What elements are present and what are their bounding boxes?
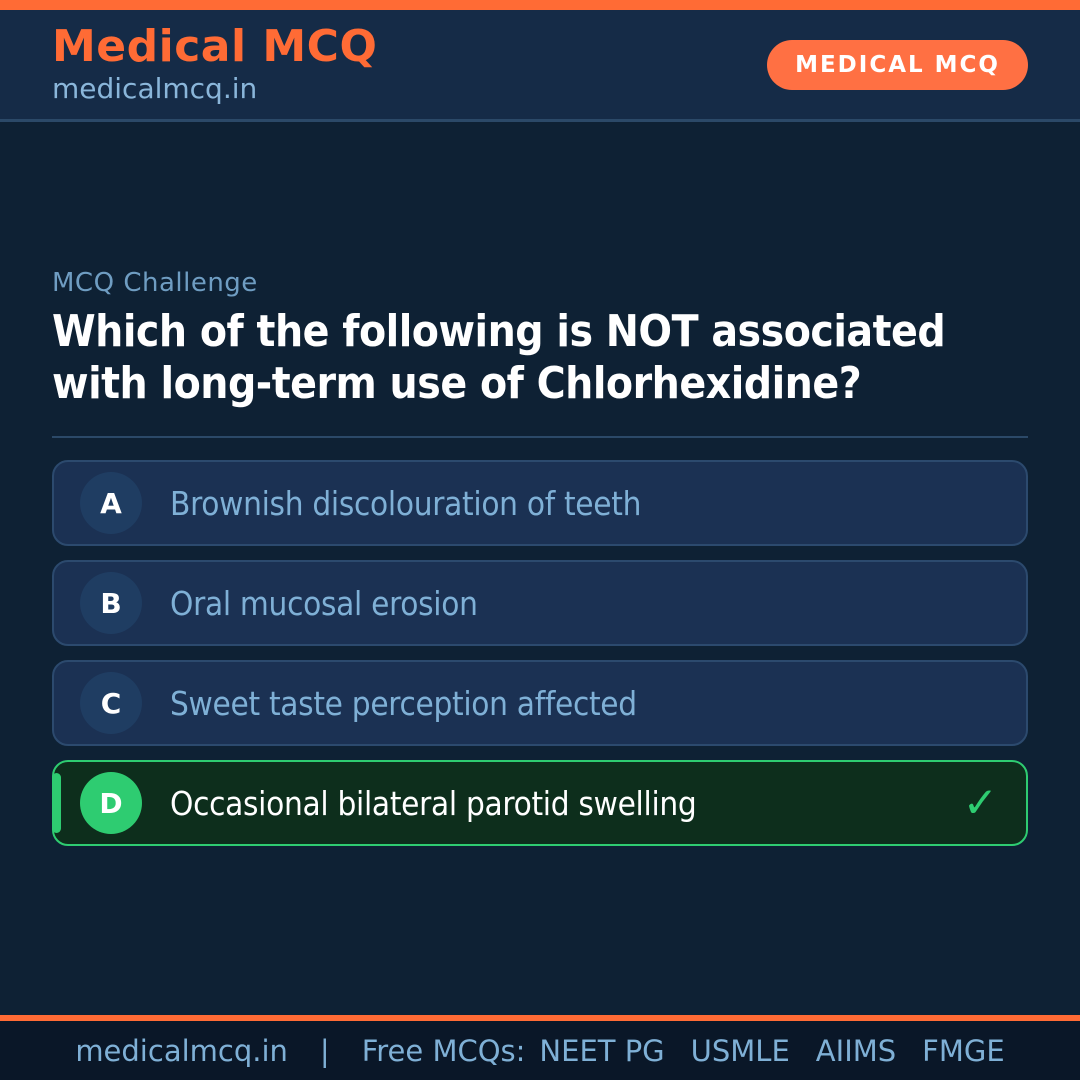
footer-site-url: medicalmcq.in bbox=[75, 1033, 288, 1068]
option-letter-badge: D bbox=[80, 772, 142, 834]
checkmark-icon: ✓ bbox=[962, 778, 998, 827]
main-content bbox=[0, 268, 1080, 846]
option-row-c[interactable] bbox=[52, 660, 1028, 746]
footer-exam-tag: NEET PG bbox=[539, 1033, 665, 1068]
option-text: Occasional bilateral parotid swelling bbox=[170, 783, 697, 823]
quiz-kicker: MCQ Challenge bbox=[52, 268, 258, 298]
header bbox=[0, 10, 1080, 122]
footer bbox=[0, 1015, 1080, 1080]
option-row-a[interactable] bbox=[52, 460, 1028, 546]
option-text: Oral mucosal erosion bbox=[170, 583, 478, 623]
brand-block bbox=[52, 20, 378, 106]
option-letter-badge: A bbox=[80, 472, 142, 534]
option-text: Sweet taste perception affected bbox=[170, 683, 637, 723]
brand-title: Medical MCQ bbox=[52, 20, 378, 72]
option-letter-badge: C bbox=[80, 672, 142, 734]
footer-exam-tag: FMGE bbox=[922, 1033, 1005, 1068]
brand-badge: MEDICAL MCQ bbox=[767, 40, 1028, 90]
divider bbox=[52, 436, 1028, 438]
option-row-b[interactable] bbox=[52, 560, 1028, 646]
question-text: Which of the following is NOT associated with long-term use of Chlorhexidine? bbox=[52, 306, 946, 409]
correct-accent-bar bbox=[52, 773, 61, 833]
option-row-d-correct[interactable] bbox=[52, 760, 1028, 846]
options-list bbox=[52, 460, 1028, 846]
option-letter-badge: B bbox=[80, 572, 142, 634]
footer-exams-label: Free MCQs: bbox=[361, 1033, 526, 1068]
footer-exam-tag: USMLE bbox=[690, 1033, 790, 1068]
footer-exam-tag: AIIMS bbox=[815, 1033, 897, 1068]
option-text: Brownish discolouration of teeth bbox=[170, 483, 642, 523]
top-accent-bar bbox=[0, 0, 1080, 10]
footer-separator: | bbox=[319, 1033, 330, 1068]
brand-site-url: medicalmcq.in bbox=[52, 72, 258, 106]
